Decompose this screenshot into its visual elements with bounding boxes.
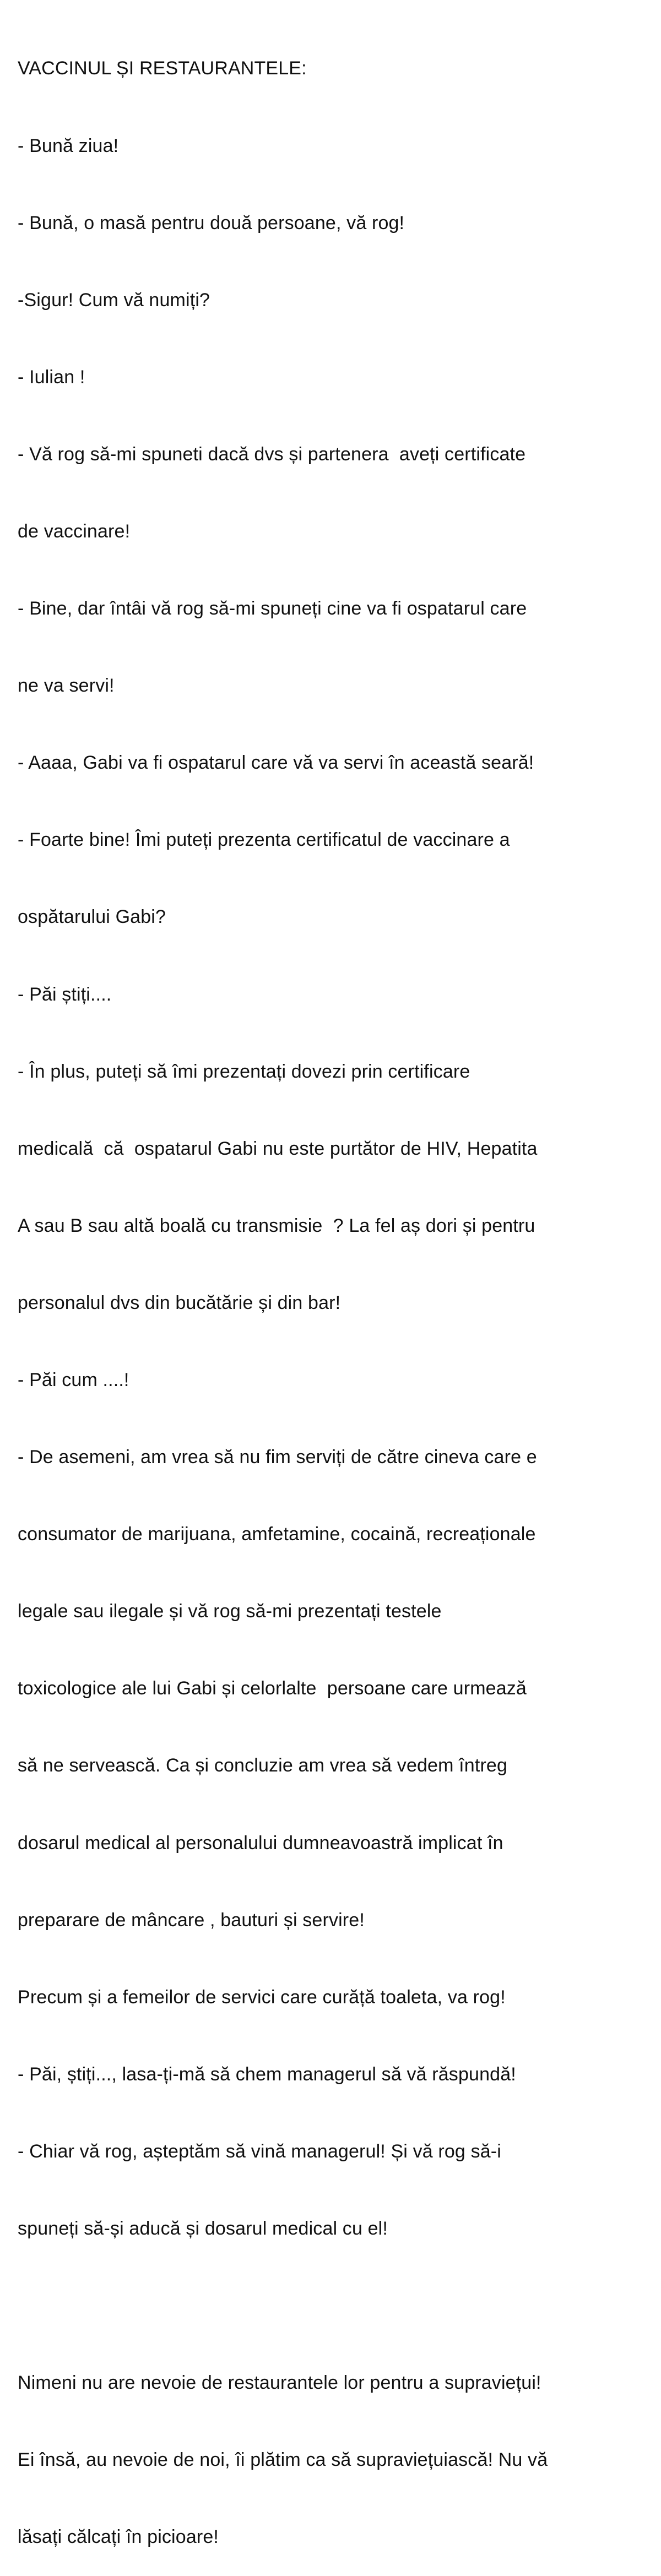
post-line: - Păi cum ....!	[18, 1369, 129, 1390]
post-line: spuneți să-și aducă și dosarul medical cu el!	[18, 2218, 388, 2240]
post-line: - Păi știți....	[18, 983, 112, 1005]
post-line: - Bună, o masă pentru două persoane, vă rog!	[18, 212, 405, 233]
post-line: - Vă rog să-mi spuneti dacă dvs și partenera aveți certificate	[18, 443, 526, 465]
post-line: ospătarului Gabi?	[18, 906, 166, 928]
post-line: -Sigur! Cum vă numiți?	[18, 289, 210, 311]
paragraph-break	[18, 2293, 651, 2319]
post-line: consumator de marijuana, amfetamine, cocaină, recreaționale	[18, 1524, 536, 1545]
post-line: - Aaaa, Gabi va fi ospatarul care vă va servi în această seară!	[18, 752, 534, 774]
post-line: A sau B sau altă boală cu transmisie ? La fel aș dori și pentru	[18, 1215, 535, 1236]
post-line: ne va servi!	[18, 675, 115, 697]
post-line: - Păi, știți..., lasa-ți-mă să chem managerul să vă răspundă!	[18, 2063, 516, 2085]
post-line: să ne servească. Ca și concluzie am vrea să vedem întreg	[18, 1755, 508, 1776]
post-line: - De asemeni, am vrea să nu fim serviți de către cineva care e	[18, 1447, 537, 1468]
post-line: legale sau ilegale și vă rog să-mi prezentați testele	[18, 1601, 442, 1622]
post-line: preparare de mâncare , bauturi și servire!	[18, 1909, 365, 1931]
post-line: de vaccinare!	[18, 520, 131, 542]
post-line: - În plus, puteți să îmi prezentați dovezi prin certificare	[18, 1061, 470, 1082]
post-line: personalul dvs din bucătărie și din bar!	[18, 1292, 341, 1313]
post-line: - Iulian !	[18, 366, 85, 388]
post-line: dosarul medical al personalului dumneavoastră implicat în	[18, 1832, 503, 1854]
post-text	[18, 4, 651, 2576]
post-line: - Chiar vă rog, așteptăm să vină managerul! Și vă rog să-i	[18, 2140, 501, 2162]
post-title: VACCINUL ȘI RESTAURANTELE:	[18, 58, 307, 79]
post-line: - Foarte bine! Îmi puteți prezenta certificatul de vaccinare a	[18, 829, 510, 851]
post-line: Ei însă, au nevoie de noi, îi plătim ca să supraviețuiască! Nu vă	[18, 2449, 548, 2471]
post-line: - Bine, dar întâi vă rog să-mi spuneți cine va fi ospatarul care	[18, 598, 527, 619]
post-line: medicală că ospatarul Gabi nu este purtător de HIV, Hepatita	[18, 1138, 538, 1159]
post-line: lăsați călcați în picioare!	[18, 2526, 219, 2548]
post-line: - Bună ziua!	[18, 135, 119, 156]
post-line: Precum și a femeilor de servici care curăță toaleta, va rog!	[18, 1986, 506, 2008]
post-line: toxicologice ale lui Gabi și celorlalte persoane care urmează	[18, 1678, 527, 1699]
post-line: Nimeni nu are nevoie de restaurantele lor pentru a supraviețui!	[18, 2372, 541, 2394]
